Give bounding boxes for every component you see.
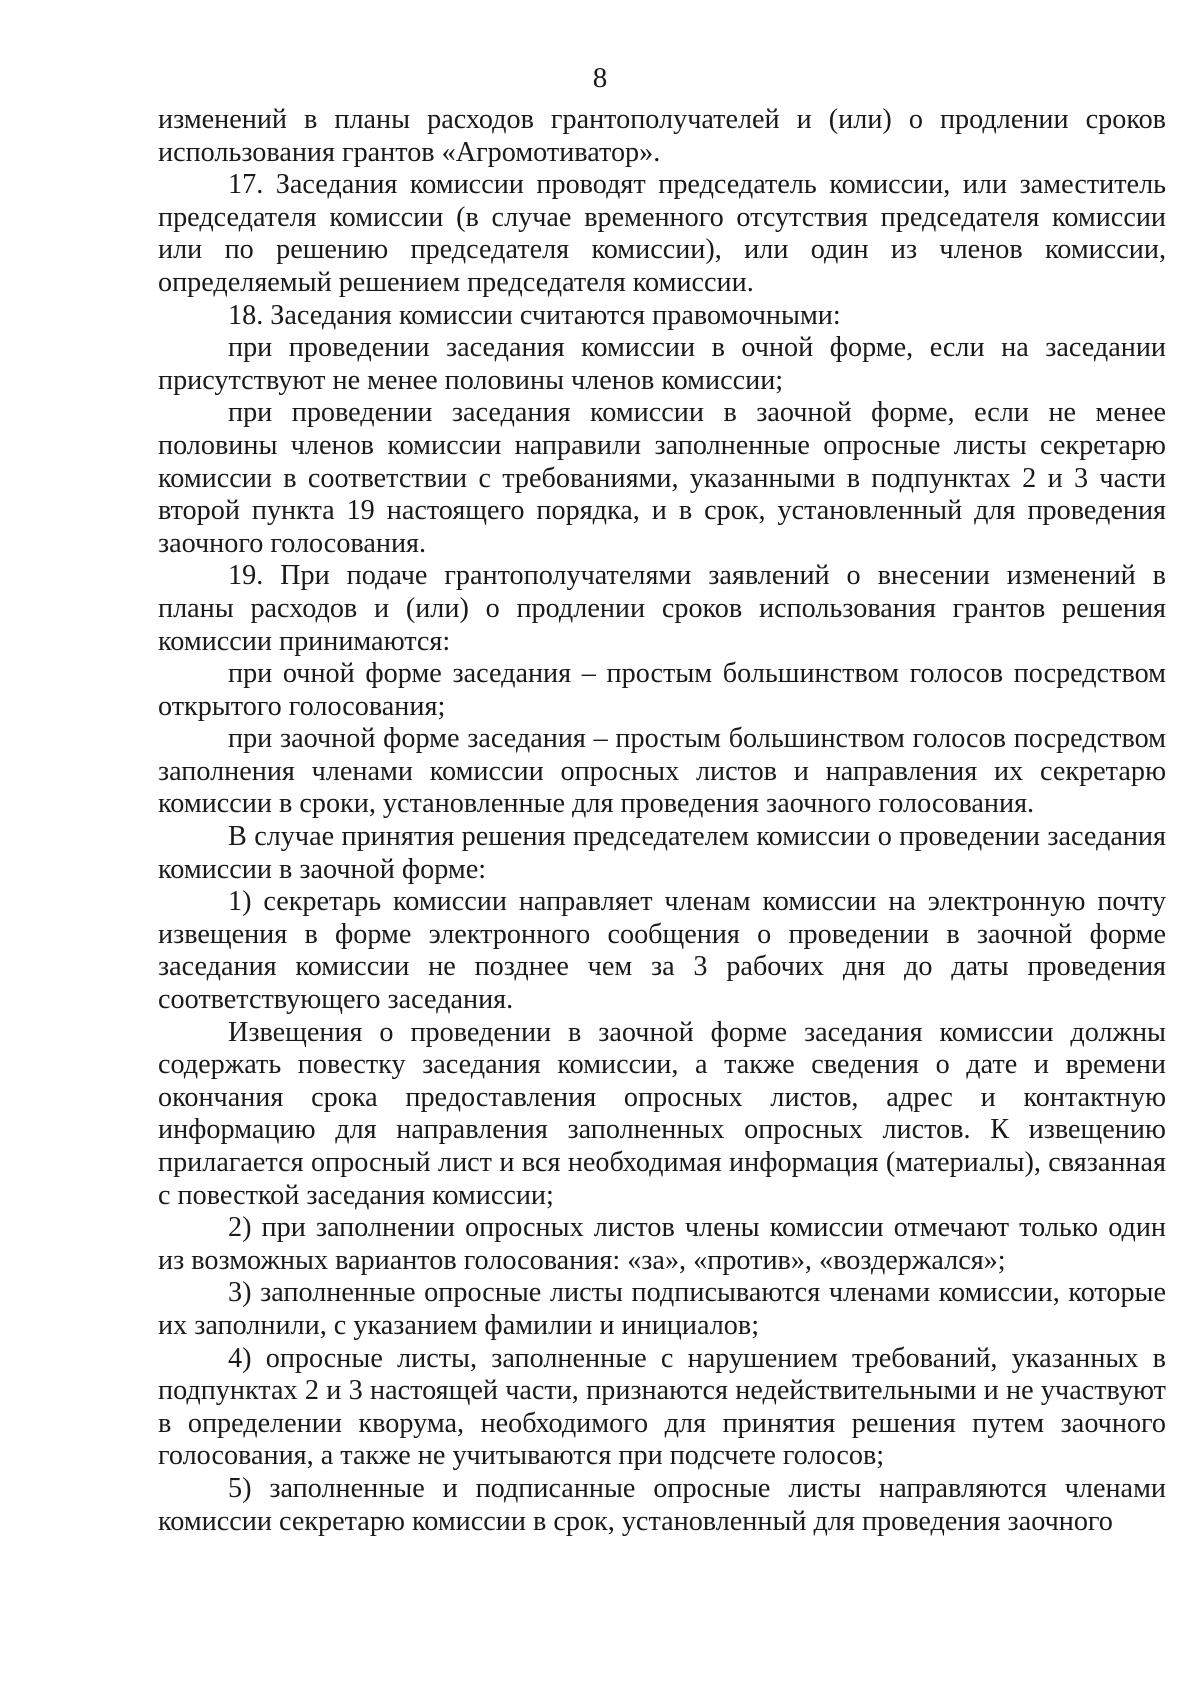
page-number: 8 (592, 62, 608, 94)
paragraph-subitem-4: 4) опросные листы, заполненные с нарушением требований, указанных в подпунктах 2 и 3 настоящей части, признаются недействительными и не участвуют в определении кворума, необходимого для принятия решения путем заочного голосования, а также не учитываются при подсчете голосов; (158, 1342, 1166, 1472)
paragraph-subitem-5: 5) заполненные и подписанные опросные листы направляются членами комиссии секретарю комиссии в срок, установленный для проведения заочного (158, 1472, 1166, 1537)
paragraph-absentee-decision: В случае принятия решения председателем комиссии о проведении заседания комиссии в заочной форме: (158, 821, 1166, 885)
paragraph-item-17: 17. Заседания комиссии проводят председатель комиссии, или заместитель председателя комиссии (в случае временного отсутствия председателя комиссии или по решению председателя комиссии), или один из членов комиссии, определяемый решением председателя комиссии. (158, 169, 1166, 298)
paragraph-item-19: 19. При подаче грантополучателями заявлений о внесении изменений в планы расходов и (или) о продлении сроков использования грантов решения комиссии принимаются: (158, 560, 1166, 657)
paragraph-absentee-voting: при заочной форме заседания – простым большинством голосов посредством заполнения членами комиссии опросных листов и направления их секретарю комиссии в сроки, установленные для проведения заочного голосования. (158, 723, 1166, 820)
paragraph-in-person-voting: при очной форме заседания – простым большинством голосов посредством открытого голосования; (158, 658, 1166, 722)
paragraph-subitem-3: 3) заполненные опросные листы подписываются членами комиссии, которые их заполнили, с указанием фамилии и инициалов; (158, 1277, 1166, 1341)
paragraph-absentee-quorum: при проведении заседания комиссии в заочной форме, если не менее половины членов комиссии направили заполненные опросные листы секретарю комиссии в соответствии с требованиями, указанными в подпунктах 2 и 3 части второй пункта 19 настоящего порядка, и в срок, установленный для проведения заочного голосования. (158, 397, 1166, 559)
paragraph-item-18: 18. Заседания комиссии считаются правомочными: (228, 299, 841, 331)
paragraph-subitem-1: 1) секретарь комиссии направляет членам комиссии на электронную почту извещения в форме электронного сообщения о проведении в заочной форме заседания комиссии не позднее чем за 3 рабочих дня до даты проведения соответствующего заседания. (158, 886, 1166, 1016)
paragraph-subitem-2: 2) при заполнении опросных листов члены комиссии отмечают только один из возможных вариантов голосования: «за», «против», «воздержался»; (158, 1212, 1166, 1276)
document-body (158, 104, 1166, 1538)
paragraph-notice-content: Извещения о проведении в заочной форме заседания комиссии должны содержать повестку заседания комиссии, а также сведения о дате и времени окончания срока предоставления опросных листов, адрес и контактную информацию для направления заполненных опросных листов. К извещению прилагается опросный лист и вся необходимая информация (материалы), связанная с повесткой заседания комиссии; (158, 1016, 1166, 1211)
paragraph-in-person-quorum: при проведении заседания комиссии в очной форме, если на заседании присутствуют не менее половины членов комиссии; (158, 332, 1166, 396)
paragraph-0: изменений в планы расходов грантополучателей и (или) о продлении сроков использования грантов «Агромотиватор». (158, 104, 1166, 168)
